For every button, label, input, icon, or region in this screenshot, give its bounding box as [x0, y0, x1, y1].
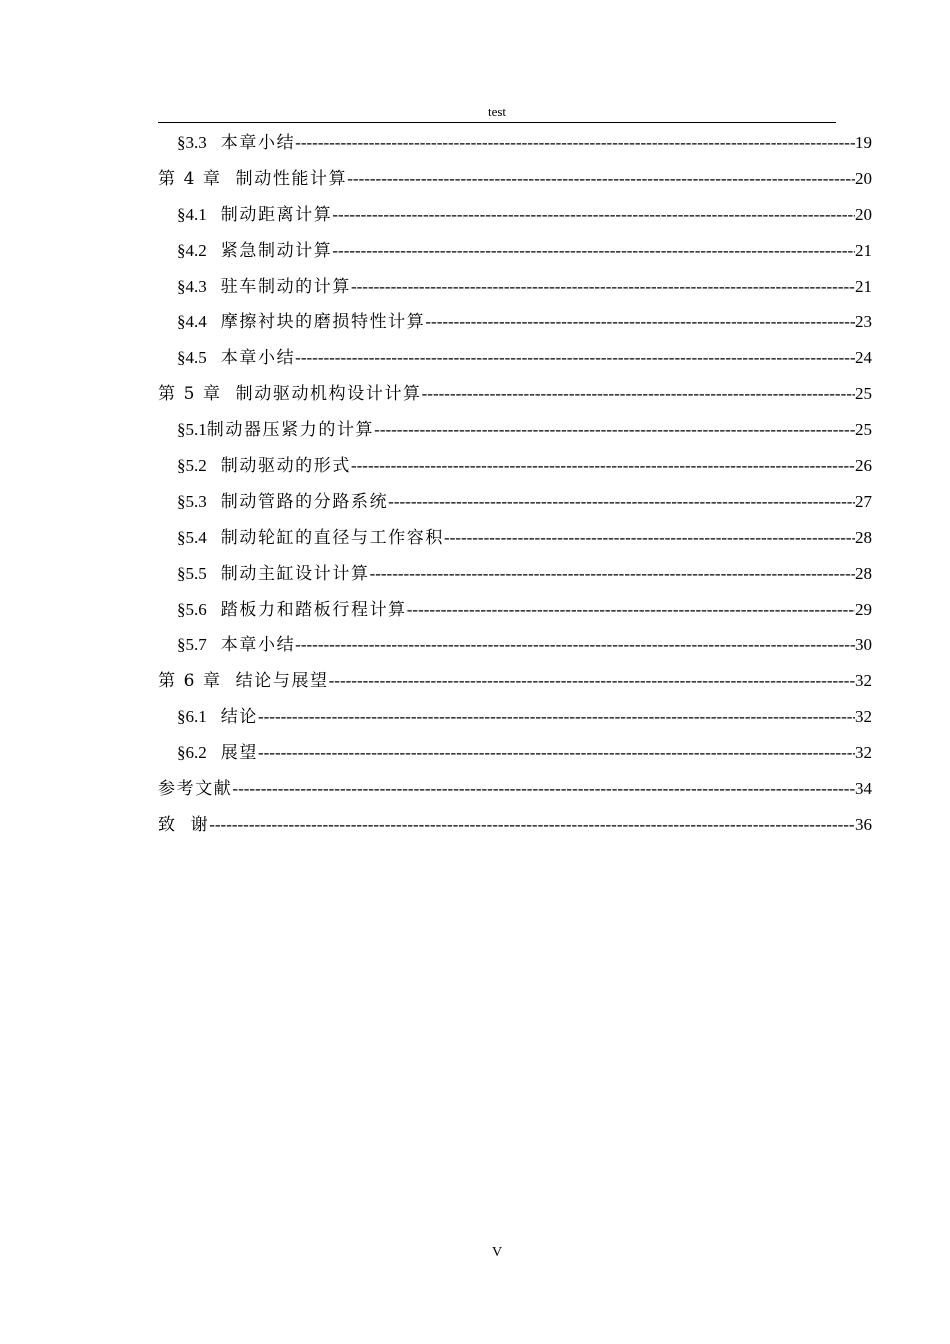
toc-entry-label: [177, 520, 444, 556]
toc-entry-label: [177, 233, 332, 269]
page-number: V: [491, 1245, 503, 1260]
toc-entry[interactable]: [158, 807, 872, 843]
toc-entry-page: 28: [855, 563, 872, 583]
toc-entry-label: [177, 592, 407, 628]
toc-entry[interactable]: [158, 412, 872, 448]
toc-entry-title: 摩擦衬块的磨损特性计算: [220, 312, 426, 333]
toc-entry-label: [158, 808, 209, 843]
toc-entry[interactable]: [158, 304, 872, 340]
toc-leader: [209, 807, 855, 843]
toc-entry-page: 23: [855, 312, 872, 332]
toc-entry-title: 结论: [220, 707, 258, 728]
toc-entry-label: [177, 448, 351, 484]
toc-entry[interactable]: [158, 627, 872, 663]
toc-entry-number: §5.7: [177, 635, 207, 655]
toc-entry-number: §4.4: [177, 312, 207, 332]
table-of-contents: [158, 125, 872, 843]
toc-entry[interactable]: [158, 484, 872, 520]
toc-leader: [425, 304, 855, 340]
toc-entry-title: 制动器压紧力的计算: [206, 420, 375, 441]
toc-entry-number: §3.3: [177, 133, 207, 152]
toc-entry-title: 制动管路的分路系统: [220, 491, 389, 512]
toc-leader: [388, 484, 855, 520]
toc-entry-number: §6.1: [177, 707, 207, 727]
header-rule: [158, 122, 836, 123]
toc-entry-page: 19: [855, 133, 872, 152]
toc-entry[interactable]: [158, 699, 872, 735]
toc-entry-title: 结论与展望: [235, 671, 329, 692]
toc-entry-label: [158, 664, 329, 699]
toc-entry-number: §5.6: [177, 599, 207, 619]
toc-leader: [332, 197, 855, 233]
toc-entry-page: 25: [855, 384, 872, 404]
toc-leader: [422, 376, 855, 412]
toc-entry-label: [158, 772, 232, 807]
toc-entry[interactable]: [158, 771, 872, 807]
toc-leader: [232, 771, 855, 807]
toc-entry-title: 紧急制动计算: [220, 240, 333, 261]
toc-entry-page: 32: [855, 707, 872, 727]
toc-leader: [329, 663, 855, 699]
toc-entry-label: [177, 412, 374, 448]
toc-entry[interactable]: [158, 735, 872, 771]
toc-entry-label: [177, 304, 425, 340]
toc-entry-label: [158, 377, 422, 412]
toc-entry-page: 26: [855, 456, 872, 476]
toc-leader: [407, 592, 855, 628]
toc-entry-page: 25: [855, 420, 872, 440]
toc-entry-number: §5.5: [177, 563, 207, 583]
toc-entry[interactable]: [158, 592, 872, 628]
toc-entry-label: [177, 699, 258, 735]
toc-entry-title: 制动驱动机构设计计算: [235, 384, 422, 405]
toc-leader: [332, 233, 855, 269]
toc-entry-label: [158, 162, 347, 197]
toc-entry-label: [177, 556, 370, 592]
page-header: test: [487, 104, 507, 119]
toc-entry-label: [177, 340, 295, 376]
toc-entry-title: 制动距离计算: [220, 204, 333, 225]
toc-entry-label: [177, 197, 332, 233]
toc-entry[interactable]: [158, 233, 872, 269]
toc-entry-label: [177, 627, 295, 663]
toc-leader: [295, 340, 855, 376]
toc-entry-page: 32: [855, 743, 872, 763]
toc-leader: [295, 125, 855, 161]
toc-entry-number: §4.1: [177, 204, 207, 224]
toc-entry-page: 20: [855, 168, 872, 188]
toc-entry-title: 本章小结: [220, 635, 296, 656]
toc-entry-title: 制动主缸设计计算: [220, 563, 370, 584]
toc-entry-label: [177, 125, 295, 161]
toc-entry-page: 28: [855, 527, 872, 547]
toc-entry-title: 本章小结: [220, 348, 296, 369]
toc-entry-page: 29: [855, 599, 872, 619]
toc-entry[interactable]: [158, 161, 872, 197]
toc-entry-page: 27: [855, 491, 872, 511]
toc-entry-title: 驻车制动的计算: [220, 276, 351, 297]
toc-entry[interactable]: [158, 125, 872, 161]
toc-leader: [351, 448, 855, 484]
toc-entry[interactable]: [158, 376, 872, 412]
toc-entry-page: 21: [855, 240, 872, 260]
toc-leader: [370, 556, 855, 592]
toc-entry-page: 24: [855, 348, 872, 368]
toc-entry-page: 34: [855, 779, 872, 799]
toc-leader: [295, 627, 855, 663]
toc-entry-label: [177, 484, 388, 520]
toc-entry-number: §4.3: [177, 276, 207, 296]
toc-entry-page: 30: [855, 635, 872, 655]
toc-entry-title: 制动轮缸的直径与工作容积: [220, 527, 444, 548]
toc-leader: [444, 520, 855, 556]
toc-entry-number: §5.3: [177, 491, 207, 511]
toc-entry-number: §6.2: [177, 743, 207, 763]
toc-entry-page: 20: [855, 204, 872, 224]
toc-entry-number: 第 4 章: [158, 168, 222, 189]
toc-entry[interactable]: [158, 340, 872, 376]
toc-entry-page: 36: [855, 814, 872, 834]
toc-entry-page: 32: [855, 671, 872, 691]
toc-entry-number: §4.2: [177, 240, 207, 260]
toc-entry-title: 致 谢: [158, 814, 210, 835]
toc-entry-page: 21: [855, 276, 872, 296]
toc-entry-number: §4.5: [177, 348, 207, 368]
toc-leader: [347, 161, 855, 197]
toc-entry-number: 第 6 章: [158, 671, 222, 692]
toc-leader: [258, 699, 855, 735]
toc-leader: [351, 269, 855, 305]
toc-leader: [258, 735, 855, 771]
toc-entry-label: [177, 269, 351, 305]
toc-entry-title: 本章小结: [220, 133, 296, 153]
toc-entry[interactable]: [158, 269, 872, 305]
toc-entry-title: 制动驱动的形式: [220, 456, 351, 477]
toc-entry-title: 制动性能计算: [235, 168, 348, 189]
toc-entry-title: 踏板力和踏板行程计算: [220, 599, 407, 620]
toc-entry-title: 参考文献: [158, 779, 233, 800]
toc-entry-number: §5.4: [177, 527, 207, 547]
toc-entry[interactable]: [158, 556, 872, 592]
toc-entry[interactable]: [158, 663, 872, 699]
toc-entry-number: 第 5 章: [158, 384, 222, 405]
toc-entry-title: 展望: [220, 743, 258, 764]
toc-entry-number: §5.1: [177, 420, 207, 440]
toc-entry-number: §5.2: [177, 456, 207, 476]
toc-entry[interactable]: [158, 197, 872, 233]
toc-leader: [374, 412, 855, 448]
toc-entry[interactable]: [158, 448, 872, 484]
toc-entry[interactable]: [158, 520, 872, 556]
toc-entry-label: [177, 735, 258, 771]
